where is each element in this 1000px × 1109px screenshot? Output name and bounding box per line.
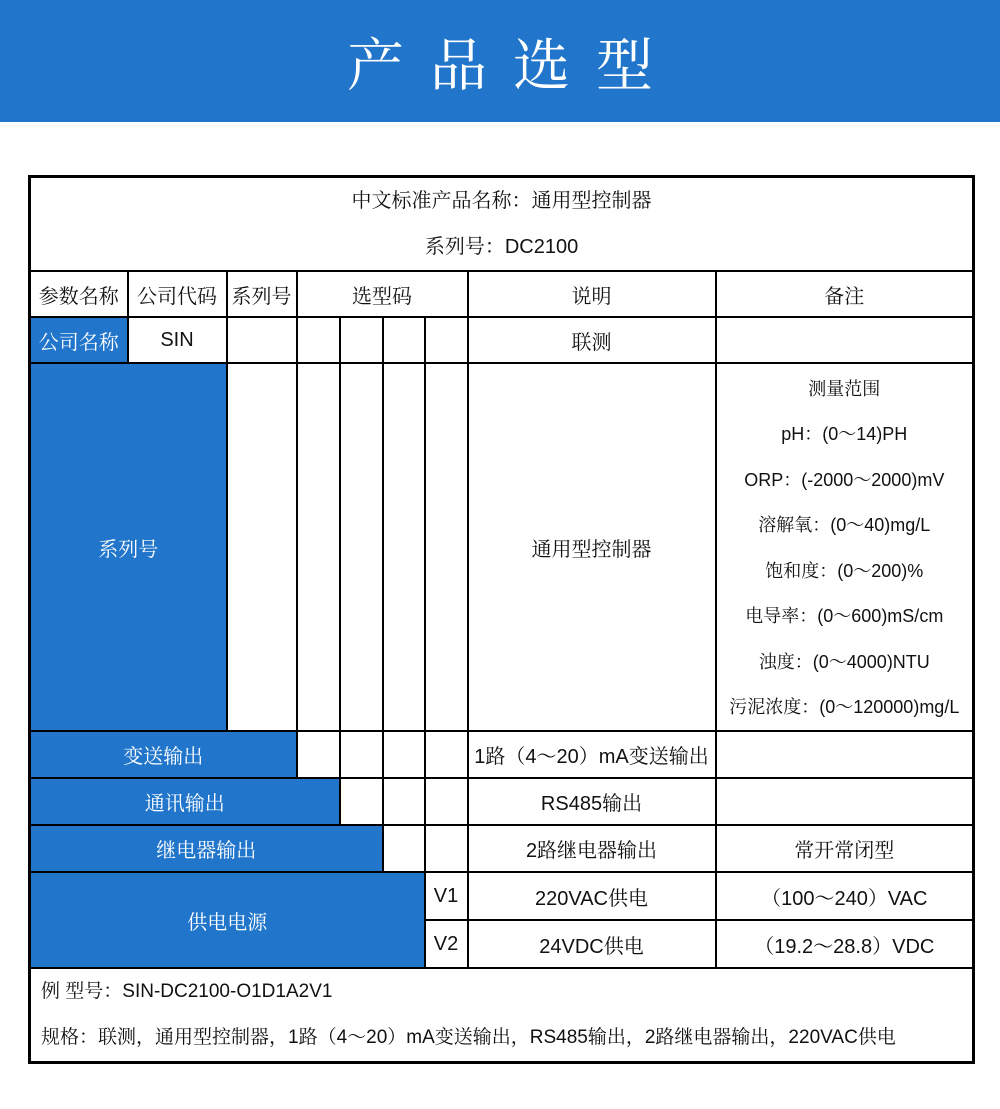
company-description: 联测 bbox=[468, 317, 716, 363]
transmit-label: 变送输出 bbox=[30, 731, 297, 778]
series-remark bbox=[716, 363, 974, 731]
header-remark: 备注 bbox=[716, 271, 974, 317]
series-label: 系列号 bbox=[30, 363, 227, 731]
series-number-title: 系列号：DC2100 bbox=[424, 236, 579, 258]
header-param-name: 参数名称 bbox=[30, 271, 128, 317]
empty-code-cell bbox=[383, 778, 425, 825]
relay-description: 2路继电器输出 bbox=[468, 825, 716, 872]
range-line: 污泥浓度：(0～120000)mg/L bbox=[729, 697, 960, 718]
power-description-v2: 24VDC供电 bbox=[468, 920, 716, 968]
empty-code-cell bbox=[383, 825, 425, 872]
range-line: 溶解氧：(0～40)mg/L bbox=[758, 515, 931, 536]
empty-cell bbox=[227, 363, 297, 731]
header-company-code: 公司代码 bbox=[128, 271, 227, 317]
empty-code-cell bbox=[340, 778, 383, 825]
example-model: 例 型号：SIN-DC2100-O1D1A2V1 bbox=[41, 981, 333, 1002]
empty-code-cell bbox=[383, 363, 425, 731]
transmit-remark bbox=[716, 731, 974, 778]
empty-code-cell bbox=[383, 317, 425, 363]
empty-code-cell bbox=[297, 363, 340, 731]
comm-row bbox=[30, 778, 974, 825]
range-line: 测量范围 bbox=[808, 378, 881, 399]
power-code-v2: V2 bbox=[425, 920, 468, 968]
table-title-cell bbox=[30, 177, 974, 272]
company-label: 公司名称 bbox=[30, 317, 128, 363]
empty-code-cell bbox=[340, 317, 383, 363]
relay-row bbox=[30, 825, 974, 872]
power-remark-v2: （19.2～28.8）VDC bbox=[716, 920, 974, 968]
company-row bbox=[30, 317, 974, 363]
measurement-ranges bbox=[717, 365, 973, 729]
company-remark bbox=[716, 317, 974, 363]
power-description-v1: 220VAC供电 bbox=[468, 872, 716, 920]
range-line: 浊度：(0～4000)NTU bbox=[758, 651, 930, 672]
header-selection-code: 选型码 bbox=[297, 271, 468, 317]
example-cell bbox=[30, 968, 974, 1063]
range-line: pH：(0～14)PH bbox=[781, 424, 908, 445]
series-row bbox=[30, 363, 974, 731]
power-code-v1: V1 bbox=[425, 872, 468, 920]
relay-remark: 常开常闭型 bbox=[716, 825, 974, 872]
range-line: 饱和度：(0～200)% bbox=[765, 560, 924, 581]
header-description: 说明 bbox=[468, 271, 716, 317]
transmit-description: 1路（4～20）mA变送输出 bbox=[468, 731, 716, 778]
empty-code-cell bbox=[383, 731, 425, 778]
comm-label: 通讯输出 bbox=[30, 778, 340, 825]
transmit-row bbox=[30, 731, 974, 778]
comm-remark bbox=[716, 778, 974, 825]
empty-code-cell bbox=[425, 731, 468, 778]
power-remark-v1: （100～240）VAC bbox=[716, 872, 974, 920]
empty-code-cell bbox=[425, 778, 468, 825]
example-spec: 规格：联测，通用型控制器，1路（4～20）mA变送输出，RS485输出，2路继电器输出，220VAC供电 bbox=[41, 1027, 896, 1048]
page-title: 产品选型 bbox=[347, 34, 679, 98]
comm-description: RS485输出 bbox=[468, 778, 716, 825]
range-line: 电导率：(0～600)mS/cm bbox=[745, 606, 944, 627]
empty-code-cell bbox=[297, 317, 340, 363]
power-label: 供电电源 bbox=[30, 872, 425, 968]
product-name-title: 中文标准产品名称：通用型控制器 bbox=[351, 190, 652, 212]
header-series: 系列号 bbox=[227, 271, 297, 317]
power-row-v1 bbox=[30, 872, 974, 920]
product-selection-table bbox=[28, 175, 975, 1064]
empty-code-cell bbox=[297, 731, 340, 778]
company-code-value: SIN bbox=[128, 317, 227, 363]
empty-code-cell bbox=[340, 731, 383, 778]
series-description: 通用型控制器 bbox=[468, 363, 716, 731]
relay-label: 继电器输出 bbox=[30, 825, 383, 872]
empty-code-cell bbox=[425, 363, 468, 731]
header-row bbox=[30, 271, 974, 317]
range-line: ORP：(-2000～2000)mV bbox=[744, 469, 945, 490]
empty-code-cell bbox=[425, 317, 468, 363]
empty-code-cell bbox=[340, 363, 383, 731]
empty-cell bbox=[227, 317, 297, 363]
empty-code-cell bbox=[425, 825, 468, 872]
page-header-banner bbox=[0, 0, 1000, 122]
